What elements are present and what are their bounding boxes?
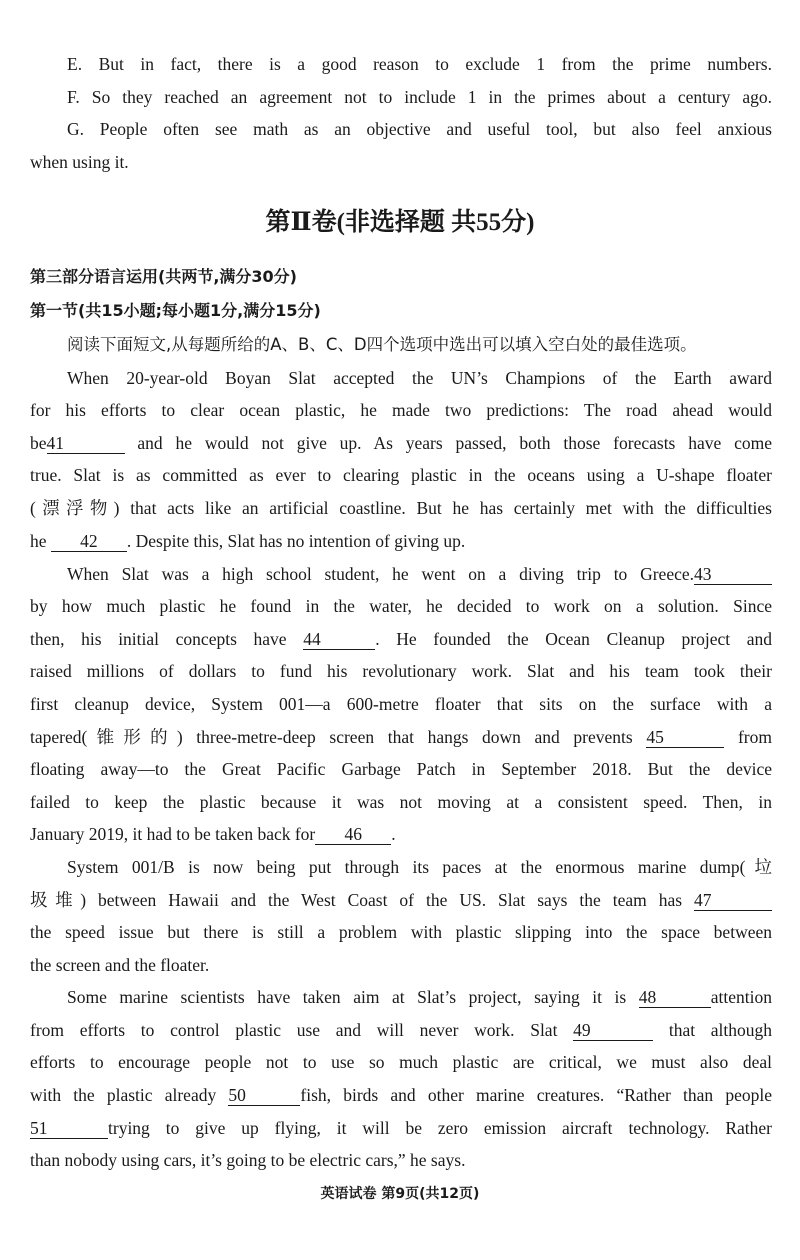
passage-line [30, 431, 772, 455]
passage-line: When 20-year-old Boyan Slat accepted the UN’s Champions of the Earth award [67, 368, 772, 388]
passage-line [67, 985, 772, 1009]
option-g-line1: G. People often see math as an objective and useful tool, but also feel anxious [67, 119, 772, 139]
option-f: F. So they reached an agreement not to include 1 in the primes about a century ago. [67, 87, 772, 107]
blank-43: 43 [694, 564, 772, 585]
passage-line [30, 627, 772, 651]
passage-text: fish, birds and other marine creatures. “Rather than people [300, 1085, 773, 1105]
blank-49: 49 [573, 1020, 653, 1041]
passage-text: he [30, 531, 47, 551]
passage-line: for his efforts to clear ocean plastic, he made two predictions: The road ahead would [30, 400, 772, 420]
passage-line [67, 562, 772, 586]
passage-text: January 2019, it had to be taken back for [30, 824, 316, 844]
passage-text: . Despite this, Slat has no intention of giving up. [126, 531, 466, 551]
passage-line [30, 888, 772, 912]
passage-line [30, 1018, 772, 1042]
passage-line: floating away—to the Great Pacific Garbage Patch in September 2018. But the device [30, 759, 772, 779]
passage-text: trying to give up flying, it will be zero emission aircraft technology. Rather [108, 1118, 772, 1138]
passage-line: efforts to encourage people not to use so much plastic are critical, we must also deal [30, 1052, 772, 1072]
passage-line: (漂浮物) that acts like an artificial coastline. But he has certainly met with the difficulties [30, 498, 772, 518]
passage-text: When Slat was a high school student, he went on a diving trip to Greece. [67, 564, 694, 584]
option-e: E. But in fact, there is a good reason to exclude 1 from the prime numbers. [67, 54, 772, 74]
subsection-heading: 第一节(共15小题;每小题1分,满分15分) [30, 301, 321, 320]
passage-line: System 001/B is now being put through its paces at the enormous marine dump(垃 [67, 857, 772, 877]
passage-text: be [30, 433, 47, 453]
blank-42: 42 [51, 531, 127, 552]
blank-48: 48 [639, 987, 711, 1008]
section-heading: 第三部分语言运用(共两节,满分30分) [30, 267, 297, 286]
option-g-line2: when using it. [30, 152, 129, 172]
passage-text: from [737, 727, 772, 747]
passage-text: from efforts to control plastic use and will never work. Slat [30, 1020, 558, 1040]
passage-line [30, 529, 772, 553]
blank-44: 44 [303, 629, 375, 650]
blank-45: 45 [646, 727, 724, 748]
instruction: 阅读下面短文,从每题所给的A、B、C、D四个选项中选出可以填入空白处的最佳选项。 [67, 335, 697, 354]
passage-text: . He founded the Ocean Cleanup project and [375, 629, 773, 649]
passage-text: . [391, 824, 396, 844]
passage-line: raised millions of dollars to fund his revolutionary work. Slat and his team took their [30, 661, 772, 681]
blank-50: 50 [228, 1085, 300, 1106]
passage-line [30, 822, 772, 846]
passage-line [30, 1083, 772, 1107]
passage-text: tapered(锥形的) three-metre-deep screen that hangs down and prevents [30, 727, 633, 747]
passage-line [30, 1116, 772, 1140]
passage-text: and he would not give up. As years passed, both those forecasts have come [137, 433, 772, 453]
blank-47: 47 [694, 890, 772, 911]
part-title: 第Ⅱ卷(非选择题 共55分) [265, 209, 535, 236]
passage-text: attention [710, 987, 773, 1007]
passage-line: the speed issue but there is still a problem with plastic slipping into the space between [30, 922, 772, 942]
passage-line: first cleanup device, System 001—a 600-metre floater that sits on the surface with a [30, 694, 772, 714]
passage-text: Some marine scientists have taken aim at Slat’s project, saying it is [67, 987, 627, 1007]
passage-text: with the plastic already [30, 1085, 217, 1105]
page-footer: 英语试卷 第9页(共12页) [320, 1186, 480, 1202]
blank-51: 51 [30, 1118, 108, 1139]
blank-41: 41 [47, 433, 125, 454]
passage-text: then, his initial concepts have [30, 629, 287, 649]
passage-line: true. Slat is as committed as ever to clearing plastic in the oceans using a U-shape floater [30, 465, 772, 485]
passage-line: failed to keep the plastic because it was not moving at a consistent speed. Then, in [30, 792, 772, 812]
passage-text: 圾堆) between Hawaii and the West Coast of the US. Slat says the team has [30, 890, 683, 910]
blank-46: 46 [315, 824, 391, 845]
passage-line: the screen and the floater. [30, 955, 210, 975]
passage-line: than nobody using cars, it’s going to be electric cars,” he says. [30, 1150, 466, 1170]
passage-text: that although [668, 1020, 773, 1040]
passage-line: by how much plastic he found in the water, he decided to work on a solution. Since [30, 596, 772, 616]
passage-line [30, 725, 772, 749]
